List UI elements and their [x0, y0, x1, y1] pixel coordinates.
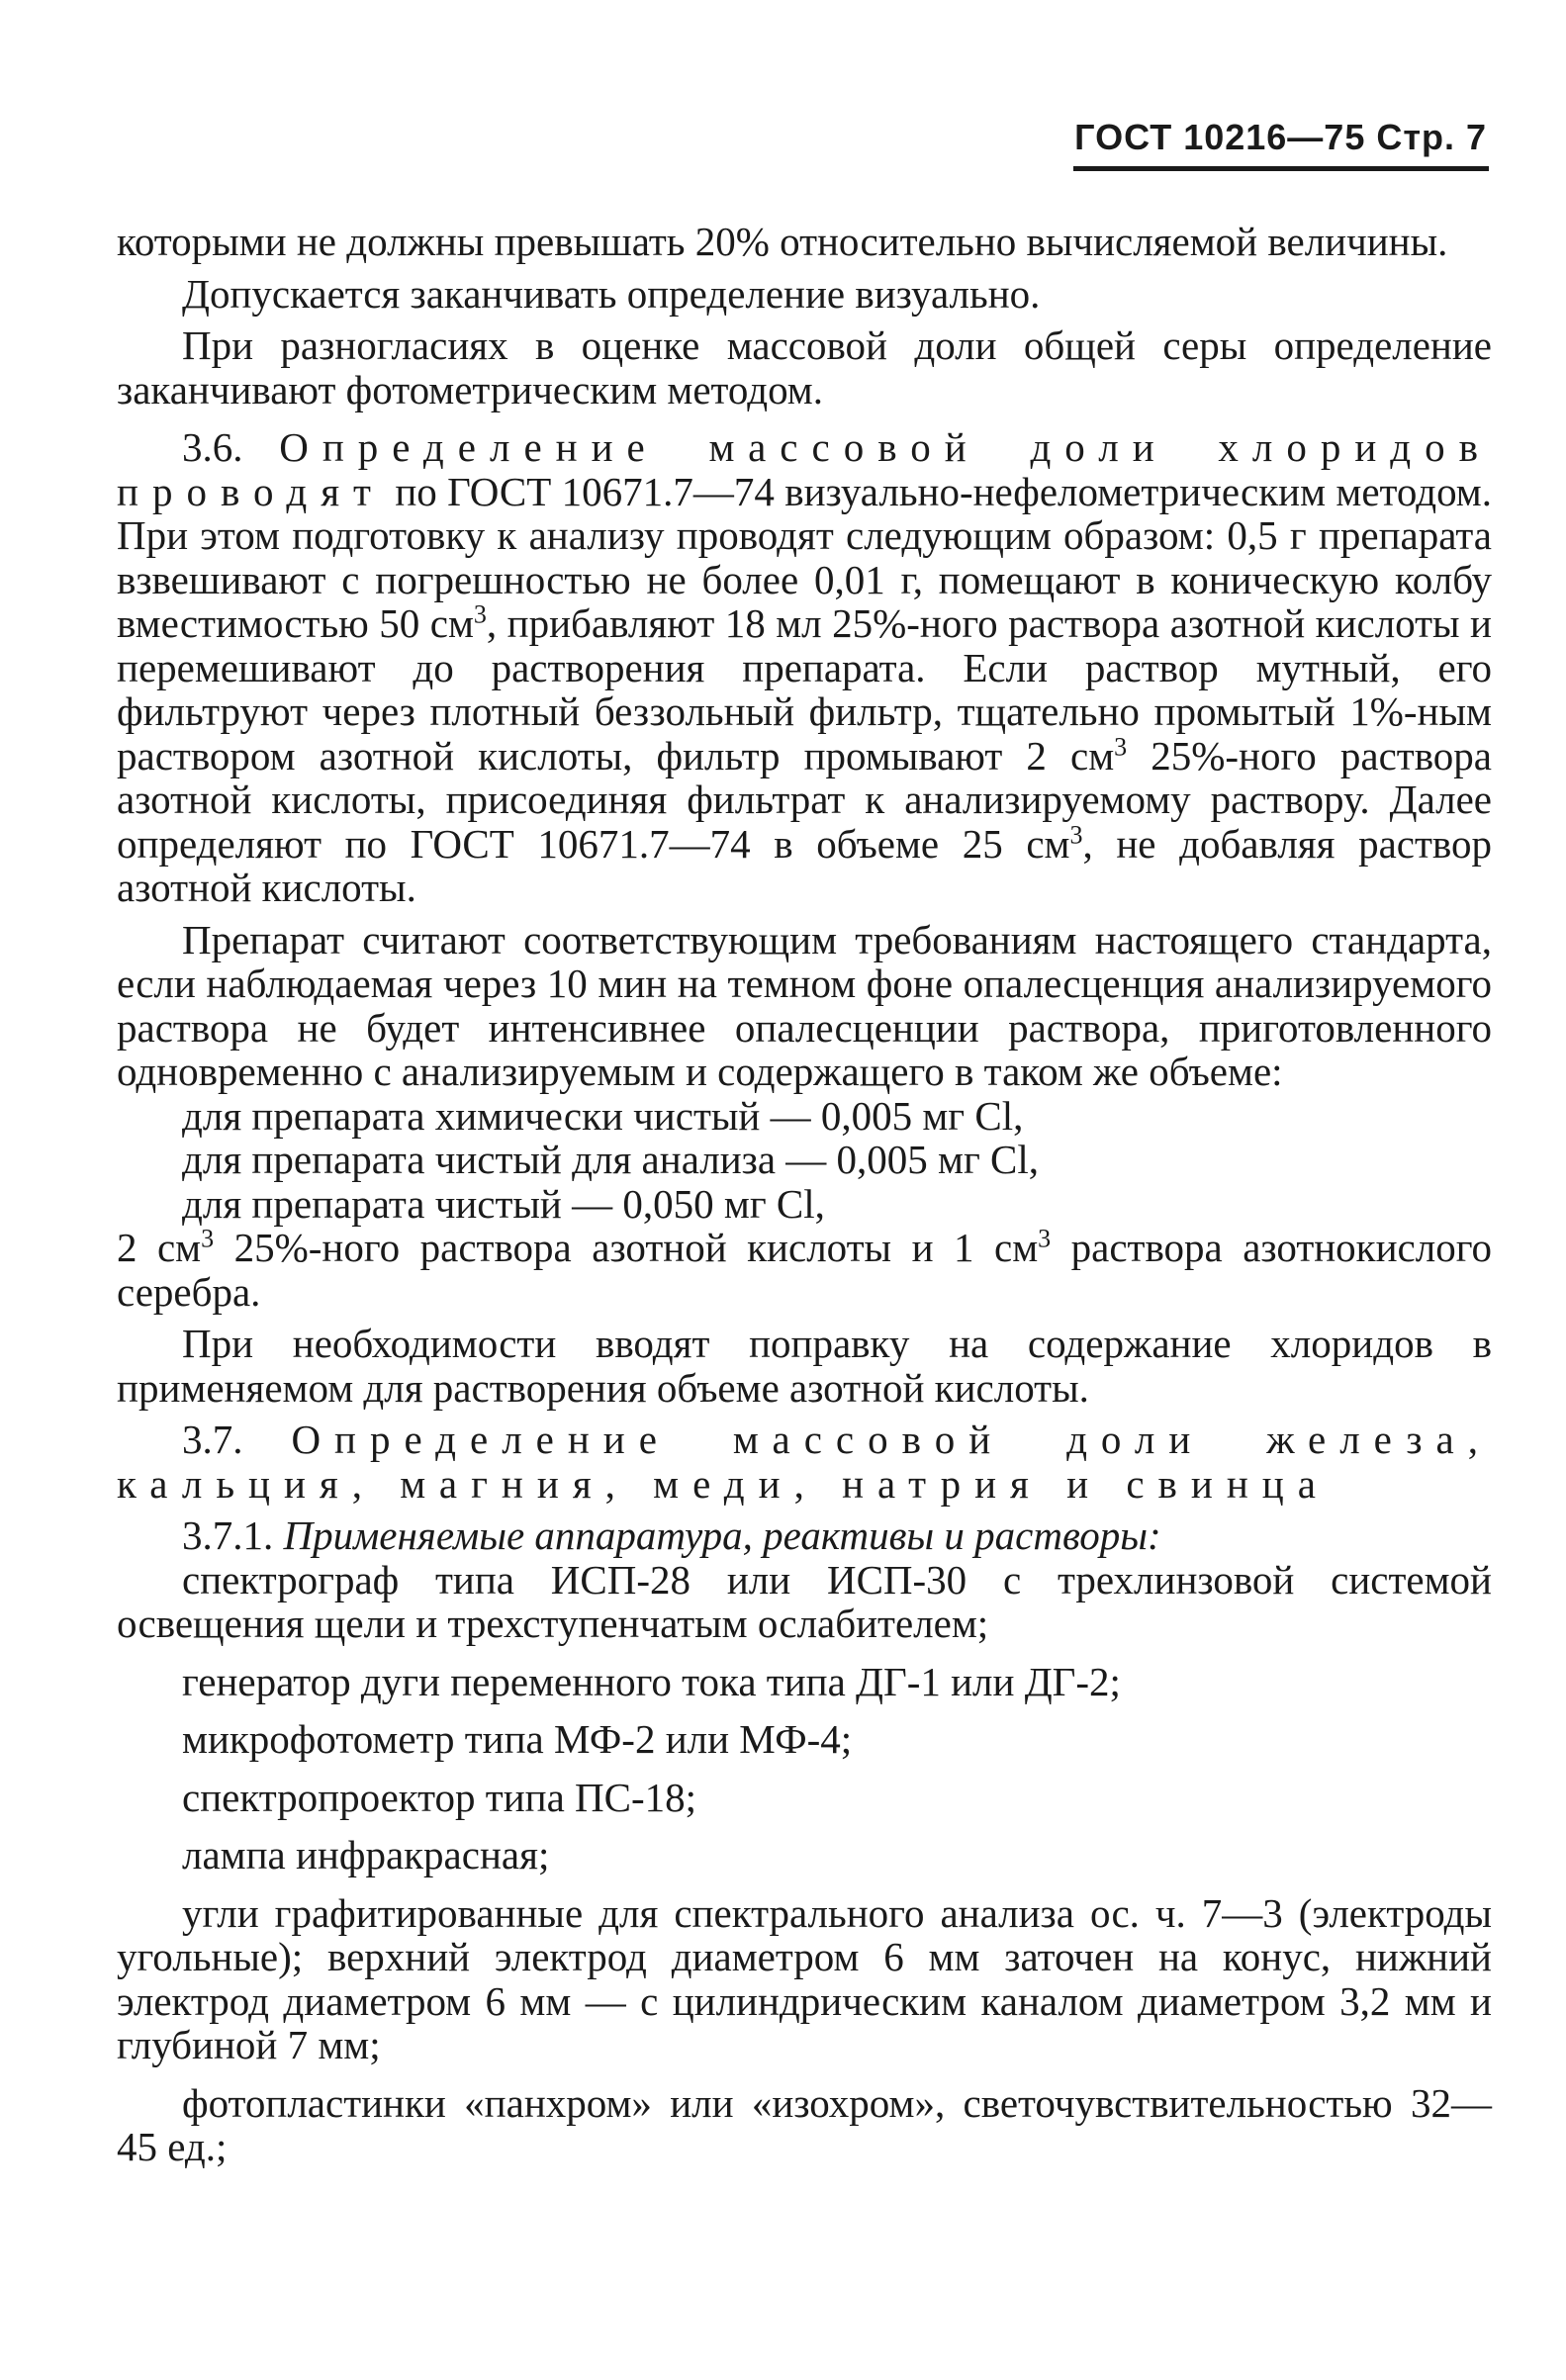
paragraph-correction: При необходимости вводят поправку на содержание хлоридов в применяемом для растворения объеме азотной кислоты.	[117, 1321, 1492, 1411]
list-item: для препарата химически чистый — 0,005 мг Cl,	[182, 1092, 1024, 1139]
section-italic-title: Применяемые аппаратура, реактивы и растворы:	[283, 1512, 1161, 1558]
section-3-6	[117, 425, 1492, 910]
paragraph-disagreement: При разногласиях в оценке массовой доли общей серы определение заканчивают фотометрическим методом.	[117, 322, 1492, 412]
equipment-item: генератор дуги переменного тока типа ДГ-1 или ДГ-2;	[182, 1658, 1121, 1704]
header-rule	[1073, 166, 1489, 171]
equipment-item: лампа инфракрасная;	[182, 1832, 550, 1877]
section-number: 3.7.1.	[182, 1512, 274, 1558]
equipment-item: спектрограф типа ИСП-28 или ИСП-30 с трехлинзовой системой освещения щели и трехступенчатым ослабителем;	[117, 1556, 1492, 1646]
equipment-item: микрофотометр типа МФ-2 или МФ-4;	[182, 1716, 853, 1762]
superscript: 3	[1038, 1224, 1052, 1253]
superscript: 3	[1069, 819, 1083, 849]
equipment-item: фотопластинки «панхром» или «изохром», светочувствительностью 32—45 ед.;	[117, 2079, 1492, 2169]
section-text: по ГОСТ 10671.7—74 визуально-нефелометрическим методом. При этом подготовку к анализу проводят следующим образом: 0,5 г препарата взвешивают с погрешностью не более 0,01 г, помещают в коническую колбу вместимостью 50 см	[117, 468, 1492, 646]
superscript: 3	[201, 1224, 215, 1253]
paragraph-continuation: которыми не должны превышать 20% относительно вычисляемой величины.	[117, 219, 1448, 264]
equipment-item: угли графитированные для спектрального анализа ос. ч. 7—3 (электроды угольные); верхний электрод диаметром 6 мм заточен на конус, нижний электрод диаметром 6 мм — с цилиндрическим каналом диаметром 3,2 мм и глубиной 7 мм;	[117, 1889, 1492, 2067]
text-run: раствора азотнокислого серебра.	[117, 1225, 1492, 1315]
section-text: 25%-ного раствора азотной кислоты, присоединяя фильтрат к анализируемому раствору. Далее определяют по ГОСТ 10671.7—74 в объеме 25 см	[117, 732, 1492, 867]
paragraph-criteria: Препарат считают соответствующим требованиям настоящего стандарта, если наблюдаемая через 10 мин на темном фоне опалесценция анализируемого раствора не будет интенсивнее опалесценции раствора, приготовленного одновременно с анализируемым и содержащего в таком же объеме:	[117, 916, 1492, 1094]
section-number: 3.7.	[182, 1417, 243, 1462]
body-text	[117, 220, 1492, 2169]
equipment-item: спектропроектор типа ПС-18;	[182, 1774, 697, 1820]
running-header: ГОСТ 10216—75 Стр. 7	[1074, 117, 1487, 157]
text-run: 25%-ного раствора азотной кислоты и 1 см	[214, 1225, 1039, 1270]
paragraph-reagents	[117, 1226, 1492, 1314]
superscript: 3	[1114, 731, 1128, 761]
text-run: 2 см	[117, 1225, 202, 1270]
section-text: , прибавляют 18 мл 25%-ного раствора азотной кислоты и перемешивают до растворения препарата. Если раствор мутный, его фильтруют через плотный беззольный фильтр, тщательно промытый 1%-ным раствором азотной кислоты, фильтр промывают 2 см	[117, 600, 1493, 778]
list-item: для препарата чистый — 0,050 мг Cl,	[182, 1180, 825, 1227]
section-spaced-title: Определение массовой доли железа, кальция, магния, меди, натрия и свинца	[117, 1417, 1493, 1507]
section-3-7	[117, 1418, 1492, 1506]
section-number: 3.6.	[182, 424, 243, 470]
section-text: , не добавляя раствор азотной кислоты.	[117, 820, 1492, 910]
section-spaced-title: Определение массовой доли хлоридов проводят	[117, 424, 1492, 514]
paragraph-visual: Допускается заканчивать определение визуально.	[182, 270, 1041, 317]
superscript: 3	[473, 599, 487, 629]
section-3-7-1	[117, 1513, 1492, 1558]
list-item: для препарата чистый для анализа — 0,005 мг Cl,	[182, 1137, 1040, 1182]
